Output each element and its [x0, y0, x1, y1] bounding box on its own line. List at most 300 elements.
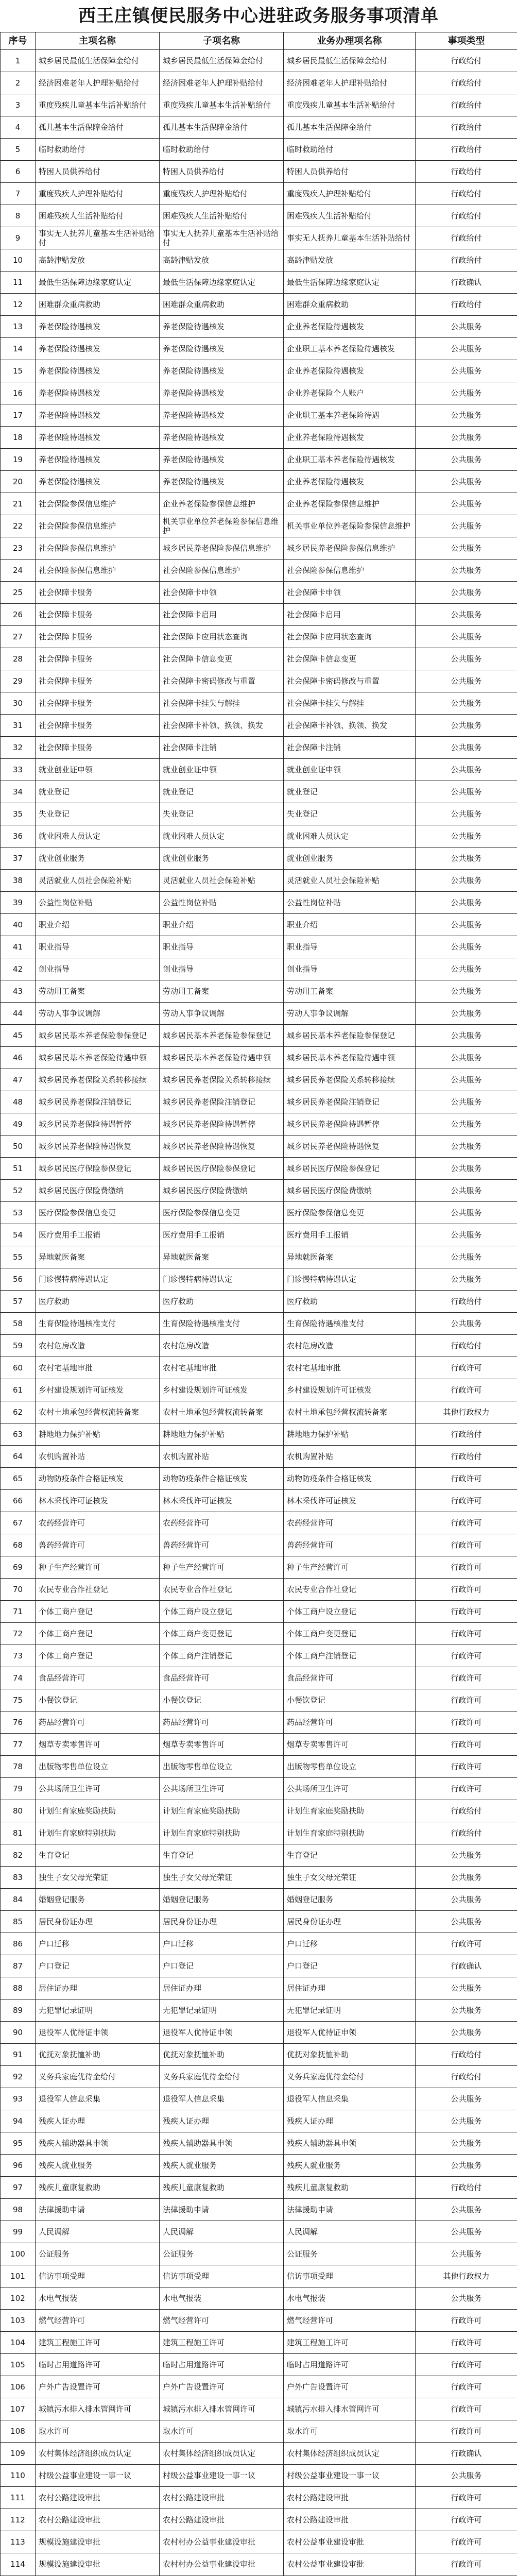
main-item-name: 社会保险参保信息维护 [36, 515, 160, 537]
item-type: 行政给付 [416, 205, 517, 227]
row-number: 21 [1, 493, 36, 515]
sub-item-name: 城乡居民养老保险注销登记 [160, 1091, 284, 1113]
sub-item-name: 村级公益事业建设一事一议 [160, 2465, 284, 2487]
business-item-name: 城乡居民基本养老保险参保登记 [284, 1025, 416, 1047]
table-row [1, 537, 517, 560]
sub-item-name: 劳动人事争议调解 [160, 1003, 284, 1025]
item-type: 公共服务 [416, 2465, 517, 2487]
row-number: 52 [1, 1180, 36, 1202]
business-item-name: 企业养老保险待遇核发 [284, 427, 416, 449]
table-row [1, 360, 517, 382]
main-item-name: 计划生育家庭奖励扶助 [36, 1800, 160, 1822]
business-item-name: 企业职工基本养老保险待遇核发 [284, 338, 416, 360]
sub-item-name: 农药经营许可 [160, 1512, 284, 1534]
item-type: 行政给付 [416, 1822, 517, 1844]
sub-item-name: 建筑工程施工许可 [160, 2332, 284, 2354]
main-item-name: 法律援助申请 [36, 2199, 160, 2221]
main-item-name: 烟草专卖零售许可 [36, 1734, 160, 1756]
sub-item-name: 高龄津贴发放 [160, 249, 284, 272]
business-item-name: 企业养老保险待遇核发 [284, 360, 416, 382]
table-row [1, 1224, 517, 1246]
item-type: 公共服务 [416, 1844, 517, 1867]
sub-item-name: 户口登记 [160, 1955, 284, 1977]
sub-item-name: 特困人员供养给付 [160, 161, 284, 183]
sub-item-name: 药品经营许可 [160, 1711, 284, 1734]
sub-item-name: 残疾儿童康复救助 [160, 2177, 284, 2199]
sub-item-name: 农村宅基地审批 [160, 1357, 284, 1379]
sub-item-name: 居民身份证办理 [160, 1911, 284, 1933]
sub-item-name: 居住证办理 [160, 1977, 284, 1999]
row-number: 70 [1, 1579, 36, 1601]
item-type: 公共服务 [416, 1113, 517, 1136]
row-number: 20 [1, 471, 36, 493]
business-item-name: 动物防疫条件合格证核发 [284, 1468, 416, 1490]
row-number: 114 [1, 2553, 36, 2575]
business-item-name: 社会保障卡注销 [284, 737, 416, 759]
sub-item-name: 养老保险待遇核发 [160, 427, 284, 449]
table-row [1, 1534, 517, 1556]
table-row [1, 1778, 517, 1800]
main-item-name: 居民身份证办理 [36, 1911, 160, 1933]
row-number: 29 [1, 670, 36, 692]
table-row [1, 2243, 517, 2265]
row-number: 96 [1, 2155, 36, 2177]
main-item-name: 城乡居民养老保险待遇恢复 [36, 1136, 160, 1158]
business-item-name: 建筑工程施工许可 [284, 2332, 416, 2354]
item-type: 公共服务 [416, 2243, 517, 2265]
row-number: 71 [1, 1601, 36, 1623]
row-number: 79 [1, 1778, 36, 1800]
row-number: 35 [1, 803, 36, 825]
table-row [1, 2022, 517, 2044]
table-row [1, 139, 517, 161]
main-item-name: 城乡居民养老保险待遇暂停 [36, 1113, 160, 1136]
item-type: 行政给付 [416, 50, 517, 72]
main-item-name: 城乡居民基本养老保险参保登记 [36, 1025, 160, 1047]
table-row [1, 2177, 517, 2199]
table-row [1, 1291, 517, 1313]
row-number: 102 [1, 2287, 36, 2310]
row-number: 99 [1, 2221, 36, 2243]
item-type: 行政许可 [416, 1711, 517, 1734]
sub-item-name: 门诊慢特病待遇认定 [160, 1268, 284, 1291]
table-row [1, 161, 517, 183]
item-type: 行政许可 [416, 2332, 517, 2354]
item-type: 公共服务 [416, 316, 517, 338]
row-number: 25 [1, 582, 36, 604]
business-item-name: 小餐饮登记 [284, 1689, 416, 1711]
item-type: 公共服务 [416, 449, 517, 471]
item-type: 公共服务 [416, 537, 517, 560]
row-number: 80 [1, 1800, 36, 1822]
item-type: 行政许可 [416, 1490, 517, 1512]
row-number: 7 [1, 183, 36, 205]
item-type: 公共服务 [416, 648, 517, 670]
business-item-name: 居住证办理 [284, 1977, 416, 1999]
main-item-name: 就业困难人员认定 [36, 825, 160, 848]
business-item-name: 退役军人优待证申领 [284, 2022, 416, 2044]
row-number: 59 [1, 1335, 36, 1357]
business-item-name: 计划生育家庭特别扶助 [284, 1822, 416, 1844]
item-type: 公共服务 [416, 2221, 517, 2243]
sub-item-name: 农村村办公益事业建设审批 [160, 2553, 284, 2575]
sub-item-name: 信访事项受理 [160, 2265, 284, 2287]
header-main-item: 主项名称 [36, 32, 160, 50]
table-row [1, 1800, 517, 1822]
item-type: 行政许可 [416, 1579, 517, 1601]
table-row [1, 582, 517, 604]
service-items-table [0, 32, 517, 2576]
sub-item-name: 最低生活保障边缘家庭认定 [160, 272, 284, 294]
main-item-name: 灵活就业人员社会保险补贴 [36, 870, 160, 892]
row-number: 45 [1, 1025, 36, 1047]
sub-item-name: 出版物零售单位设立 [160, 1756, 284, 1778]
business-item-name: 信访事项受理 [284, 2265, 416, 2287]
main-item-name: 个体工商户登记 [36, 1623, 160, 1645]
business-item-name: 农民专业合作社登记 [284, 1579, 416, 1601]
main-item-name: 小餐饮登记 [36, 1689, 160, 1711]
business-item-name: 农村公益事业建设审批 [284, 2531, 416, 2553]
main-item-name: 公共场所卫生许可 [36, 1778, 160, 1800]
business-item-name: 临时占用道路许可 [284, 2354, 416, 2376]
main-item-name: 社会保障卡服务 [36, 604, 160, 626]
sub-item-name: 灵活就业人员社会保险补贴 [160, 870, 284, 892]
business-item-name: 残疾人辅助器具申领 [284, 2132, 416, 2155]
item-type: 公共服务 [416, 1003, 517, 1025]
item-type: 公共服务 [416, 1158, 517, 1180]
main-item-name: 社会保险参保信息维护 [36, 560, 160, 582]
business-item-name: 农村公路建设审批 [284, 2487, 416, 2509]
row-number: 12 [1, 294, 36, 316]
row-number: 84 [1, 1889, 36, 1911]
table-row [1, 2553, 517, 2575]
item-type: 公共服务 [416, 737, 517, 759]
sub-item-name: 困难残疾人生活补贴给付 [160, 205, 284, 227]
sub-item-name: 机关事业单位养老保险参保信息维护 [160, 515, 284, 537]
business-item-name: 烟草专卖零售许可 [284, 1734, 416, 1756]
item-type: 公共服务 [416, 1999, 517, 2022]
sub-item-name: 生育保险待遇核准支付 [160, 1313, 284, 1335]
row-number: 108 [1, 2420, 36, 2443]
main-item-name: 农村集体经济组织成员认定 [36, 2443, 160, 2465]
main-item-name: 优抚对象抚恤补助 [36, 2044, 160, 2066]
row-number: 61 [1, 1379, 36, 1401]
row-number: 103 [1, 2310, 36, 2332]
sub-item-name: 农村危房改造 [160, 1335, 284, 1357]
sub-item-name: 婚姻登记服务 [160, 1889, 284, 1911]
item-type: 行政许可 [416, 2376, 517, 2398]
table-row [1, 1579, 517, 1601]
item-type: 公共服务 [416, 980, 517, 1003]
table-row [1, 2531, 517, 2553]
sub-item-name: 城乡居民医疗保险费缴纳 [160, 1180, 284, 1202]
business-item-name: 灵活就业人员社会保险补贴 [284, 870, 416, 892]
item-type: 公共服务 [416, 338, 517, 360]
item-type: 公共服务 [416, 892, 517, 914]
sub-item-name: 养老保险待遇核发 [160, 338, 284, 360]
header-sub-item: 子项名称 [160, 32, 284, 50]
main-item-name: 社会保障卡服务 [36, 582, 160, 604]
main-item-name: 人民调解 [36, 2221, 160, 2243]
sub-item-name: 社会保障卡信息变更 [160, 648, 284, 670]
row-number: 60 [1, 1357, 36, 1379]
row-number: 63 [1, 1423, 36, 1446]
row-number: 2 [1, 72, 36, 94]
business-item-name: 户外广告设置许可 [284, 2376, 416, 2398]
business-item-name: 职业指导 [284, 936, 416, 958]
main-item-name: 养老保险待遇核发 [36, 338, 160, 360]
item-type: 行政给付 [416, 2044, 517, 2066]
sub-item-name: 困难群众重病救助 [160, 294, 284, 316]
table-row [1, 781, 517, 803]
item-type: 公共服务 [416, 1025, 517, 1047]
table-row [1, 116, 517, 139]
item-type: 公共服务 [416, 1069, 517, 1091]
table-row [1, 1401, 517, 1423]
table-row [1, 1556, 517, 1579]
row-number: 44 [1, 1003, 36, 1025]
row-number: 93 [1, 2088, 36, 2110]
row-number: 91 [1, 2044, 36, 2066]
item-type: 行政给付 [416, 1291, 517, 1313]
business-item-name: 婚姻登记服务 [284, 1889, 416, 1911]
row-number: 89 [1, 1999, 36, 2022]
table-row [1, 338, 517, 360]
sub-item-name: 重度残疾儿童基本生活补贴给付 [160, 94, 284, 116]
business-item-name: 农村危房改造 [284, 1335, 416, 1357]
row-number: 15 [1, 360, 36, 382]
business-item-name: 残疾人就业服务 [284, 2155, 416, 2177]
business-item-name: 企业养老保险参保信息维护 [284, 493, 416, 515]
row-number: 88 [1, 1977, 36, 1999]
business-item-name: 法律援助申请 [284, 2199, 416, 2221]
table-row [1, 515, 517, 537]
business-item-name: 残疾人证办理 [284, 2110, 416, 2132]
sub-item-name: 小餐饮登记 [160, 1689, 284, 1711]
sub-item-name: 异地就医备案 [160, 1246, 284, 1268]
main-item-name: 就业创业服务 [36, 848, 160, 870]
table-row [1, 1734, 517, 1756]
item-type: 公共服务 [416, 2132, 517, 2155]
business-item-name: 机关事业单位养老保险参保信息维护 [284, 515, 416, 537]
business-item-name: 公共场所卫生许可 [284, 1778, 416, 1800]
main-item-name: 社会保险参保信息维护 [36, 493, 160, 515]
row-number: 48 [1, 1091, 36, 1113]
table-row [1, 1113, 517, 1136]
sub-item-name: 养老保险待遇核发 [160, 449, 284, 471]
header-no: 序号 [1, 32, 36, 50]
business-item-name: 城乡居民养老保险待遇暂停 [284, 1113, 416, 1136]
main-item-name: 养老保险待遇核发 [36, 404, 160, 427]
row-number: 16 [1, 382, 36, 404]
main-item-name: 生育登记 [36, 1844, 160, 1867]
main-item-name: 动物防疫条件合格证核发 [36, 1468, 160, 1490]
item-type: 行政许可 [416, 1778, 517, 1800]
sub-item-name: 燃气经营许可 [160, 2310, 284, 2332]
item-type: 行政给付 [416, 94, 517, 116]
table-row [1, 2443, 517, 2465]
business-item-name: 农村集体经济组织成员认定 [284, 2443, 416, 2465]
sub-item-name: 城乡居民最低生活保障金给付 [160, 50, 284, 72]
sub-item-name: 养老保险待遇核发 [160, 404, 284, 427]
main-item-name: 农机购置补贴 [36, 1446, 160, 1468]
table-row [1, 1069, 517, 1091]
business-item-name: 城乡居民医疗保险参保登记 [284, 1158, 416, 1180]
item-type: 公共服务 [416, 870, 517, 892]
table-row [1, 1867, 517, 1889]
sub-item-name: 取水许可 [160, 2420, 284, 2443]
row-number: 4 [1, 116, 36, 139]
table-row [1, 1446, 517, 1468]
row-number: 78 [1, 1756, 36, 1778]
business-item-name: 特困人员供养给付 [284, 161, 416, 183]
table-row [1, 205, 517, 227]
business-item-name: 企业养老保险待遇核发 [284, 471, 416, 493]
table-row [1, 50, 517, 72]
business-item-name: 困难群众重病救助 [284, 294, 416, 316]
item-type: 公共服务 [416, 582, 517, 604]
business-item-name: 企业职工基本养老保险待遇 [284, 404, 416, 427]
main-item-name: 养老保险待遇核发 [36, 471, 160, 493]
row-number: 17 [1, 404, 36, 427]
main-item-name: 建筑工程施工许可 [36, 2332, 160, 2354]
main-item-name: 规模设施建设审批 [36, 2553, 160, 2575]
table-row [1, 1955, 517, 1977]
main-item-name: 社会保障卡服务 [36, 626, 160, 648]
table-row [1, 1844, 517, 1867]
main-item-name: 耕地地力保护补贴 [36, 1423, 160, 1446]
main-item-name: 规模设施建设审批 [36, 2531, 160, 2553]
row-number: 94 [1, 2110, 36, 2132]
business-item-name: 生育登记 [284, 1844, 416, 1867]
sub-item-name: 城乡居民医疗保险参保登记 [160, 1158, 284, 1180]
business-item-name: 异地就医备案 [284, 1246, 416, 1268]
main-item-name: 林木采伐许可证核发 [36, 1490, 160, 1512]
sub-item-name: 兽药经营许可 [160, 1534, 284, 1556]
item-type: 行政许可 [416, 1357, 517, 1379]
item-type: 行政给付 [416, 1335, 517, 1357]
main-item-name: 公证服务 [36, 2243, 160, 2265]
sub-item-name: 动物防疫条件合格证核发 [160, 1468, 284, 1490]
sub-item-name: 就业困难人员认定 [160, 825, 284, 848]
item-type: 行政许可 [416, 1534, 517, 1556]
table-row [1, 958, 517, 980]
sub-item-name: 个体工商户设立登记 [160, 1601, 284, 1623]
table-row [1, 715, 517, 737]
main-item-name: 医疗费用手工报销 [36, 1224, 160, 1246]
row-number: 38 [1, 870, 36, 892]
table-row [1, 870, 517, 892]
item-type: 公共服务 [416, 2110, 517, 2132]
main-item-name: 农村公路建设审批 [36, 2487, 160, 2509]
table-row [1, 1623, 517, 1645]
business-item-name: 门诊慢特病待遇认定 [284, 1268, 416, 1291]
row-number: 34 [1, 781, 36, 803]
main-item-name: 个体工商户登记 [36, 1601, 160, 1623]
table-row [1, 737, 517, 759]
main-item-name: 计划生育家庭特别扶助 [36, 1822, 160, 1844]
main-item-name: 社会保障卡服务 [36, 692, 160, 715]
main-item-name: 农村公路建设审批 [36, 2509, 160, 2531]
item-type: 行政给付 [416, 72, 517, 94]
sub-item-name: 孤儿基本生活保障金给付 [160, 116, 284, 139]
item-type: 公共服务 [416, 803, 517, 825]
row-number: 28 [1, 648, 36, 670]
row-number: 109 [1, 2443, 36, 2465]
sub-item-name: 水电气报装 [160, 2287, 284, 2310]
row-number: 22 [1, 515, 36, 537]
sub-item-name: 创业指导 [160, 958, 284, 980]
row-number: 37 [1, 848, 36, 870]
main-item-name: 社会保障卡服务 [36, 670, 160, 692]
business-item-name: 社会保险参保信息维护 [284, 560, 416, 582]
item-type: 行政给付 [416, 1423, 517, 1446]
item-type: 公共服务 [416, 560, 517, 582]
table-row [1, 1490, 517, 1512]
sub-item-name: 耕地地力保护补贴 [160, 1423, 284, 1446]
item-type: 行政许可 [416, 2553, 517, 2575]
item-type: 行政给付 [416, 116, 517, 139]
table-row [1, 1977, 517, 1999]
sub-item-name: 退役军人信息采集 [160, 2088, 284, 2110]
business-item-name: 社会保障卡申领 [284, 582, 416, 604]
main-item-name: 残疾人就业服务 [36, 2155, 160, 2177]
row-number: 18 [1, 427, 36, 449]
table-row [1, 2265, 517, 2287]
main-item-name: 就业登记 [36, 781, 160, 803]
business-item-name: 重度残疾儿童基本生活补贴给付 [284, 94, 416, 116]
main-item-name: 农村土地承包经营权流转备案 [36, 1401, 160, 1423]
main-item-name: 城乡居民医疗保险费缴纳 [36, 1180, 160, 1202]
item-type: 行政许可 [416, 2310, 517, 2332]
business-item-name: 企业养老保险待遇核发 [284, 316, 416, 338]
item-type: 公共服务 [416, 471, 517, 493]
table-row [1, 604, 517, 626]
main-item-name: 药品经营许可 [36, 1711, 160, 1734]
table-row [1, 2199, 517, 2221]
sub-item-name: 事实无人抚养儿童基本生活补贴给付 [160, 227, 284, 249]
main-item-name: 社会保障卡服务 [36, 737, 160, 759]
sub-item-name: 医疗费用手工报销 [160, 1224, 284, 1246]
table-row [1, 2376, 517, 2398]
row-number: 11 [1, 272, 36, 294]
business-item-name: 就业创业服务 [284, 848, 416, 870]
main-item-name: 社会保障卡服务 [36, 648, 160, 670]
sub-item-name: 养老保险待遇核发 [160, 471, 284, 493]
table-row [1, 471, 517, 493]
table-row [1, 2110, 517, 2132]
row-number: 98 [1, 2199, 36, 2221]
business-item-name: 燃气经营许可 [284, 2310, 416, 2332]
business-item-name: 城乡居民基本养老保险待遇申领 [284, 1047, 416, 1069]
business-item-name: 农村土地承包经营权流转备案 [284, 1401, 416, 1423]
item-type: 行政确认 [416, 2443, 517, 2465]
item-type: 行政许可 [416, 1645, 517, 1667]
item-type: 行政给付 [416, 1446, 517, 1468]
item-type: 行政许可 [416, 2420, 517, 2443]
row-number: 13 [1, 316, 36, 338]
header-business-item: 业务办理项名称 [284, 32, 416, 50]
business-item-name: 取水许可 [284, 2420, 416, 2443]
sub-item-name: 残疾人辅助器具申领 [160, 2132, 284, 2155]
row-number: 27 [1, 626, 36, 648]
business-item-name: 城乡居民医疗保险费缴纳 [284, 1180, 416, 1202]
main-item-name: 婚姻登记服务 [36, 1889, 160, 1911]
row-number: 56 [1, 1268, 36, 1291]
table-row [1, 1689, 517, 1711]
table-row [1, 1180, 517, 1202]
business-item-name: 出版物零售单位设立 [284, 1756, 416, 1778]
